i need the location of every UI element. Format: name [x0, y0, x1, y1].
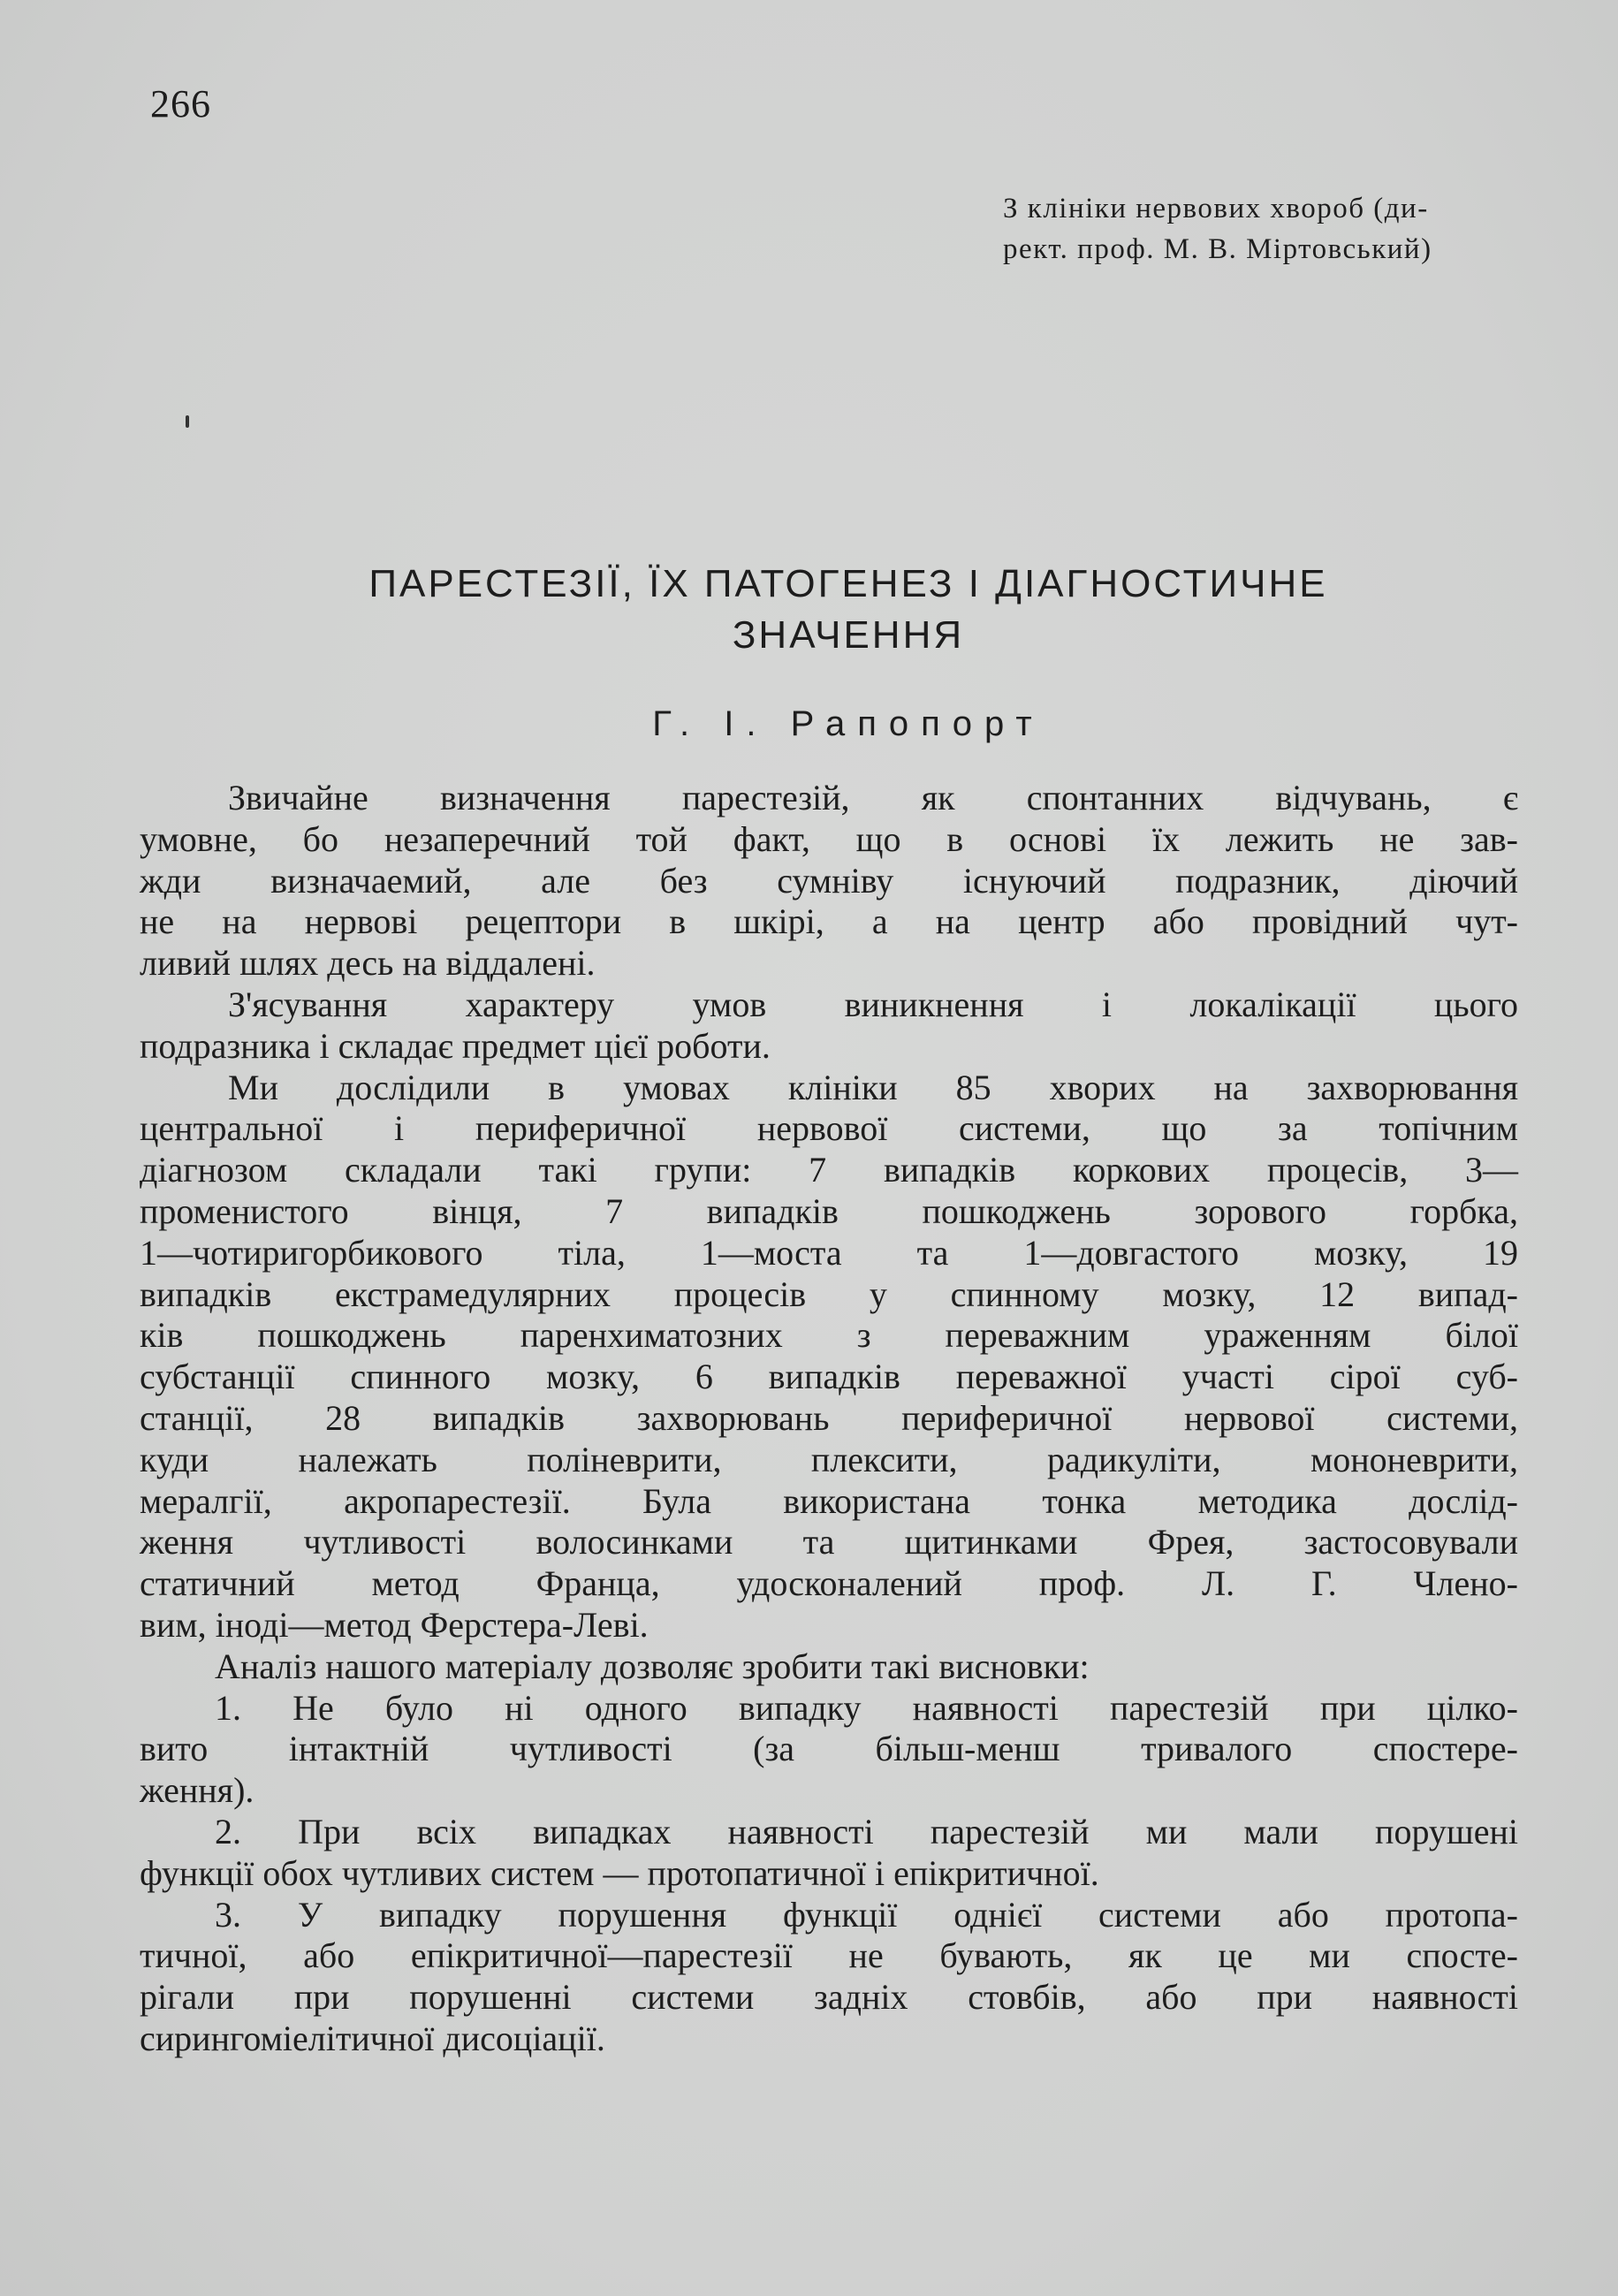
body-line: рігали при порушенні системи задніх стовбів, або при наявності — [140, 1977, 1518, 2018]
body-line: центральної і периферичної нервової системи, що за топічним — [140, 1108, 1518, 1149]
body-line: 1. Не було ні одного випадку наявності парестезій при цілко- — [215, 1687, 1518, 1728]
body-line: 1—чотиригорбикового тіла, 1—моста та 1—довгастого мозку, 19 — [140, 1232, 1518, 1273]
ink-speck — [186, 415, 189, 428]
affiliation-line: рект. проф. М. В. Міртовський) — [1003, 233, 1432, 265]
body-line: 3. У випадку порушення функції однієї системи або протопа- — [215, 1894, 1518, 1935]
body-line: ження). — [140, 1770, 254, 1811]
body-line: жди визначаемий, але без сумніву існуючий подразник, діючий — [140, 860, 1518, 901]
body-line: подразника і складає предмет цієї роботи. — [140, 1025, 771, 1066]
title-line: ЗНАЧЕННЯ — [732, 613, 965, 657]
affiliation-note — [1003, 188, 1515, 270]
body-line: променистого вінця, 7 випадків пошкоджень зорового горбка, — [140, 1190, 1518, 1231]
body-line: субстанції спинного мозку, 6 випадків переважної участі сірої суб- — [140, 1357, 1518, 1397]
page-number: 266 — [150, 82, 211, 125]
body-line: 2. При всіх випадках наявності парестезій ми мали порушені — [215, 1811, 1518, 1851]
body-line: умовне, бо незаперечний той факт, що в основі їх лежить не зав- — [140, 818, 1518, 859]
affiliation-line: З клініки нервових хвороб (ди- — [1003, 193, 1429, 224]
body-line: Аналіз нашого матеріалу дозволяє зробити такі висновки: — [215, 1646, 1090, 1686]
body-line: сирингоміелітичної дисоціації. — [140, 2018, 605, 2058]
article-title — [177, 559, 1520, 661]
body-line: ків пошкоджень паренхиматозних з переважним ураженням білої — [140, 1315, 1518, 1356]
body-line: Звичайне визначення парестезій, як спонтанних відчувань, є — [228, 778, 1518, 817]
body-line: вито інтактній чутливості (за більш-менш тривалого спостере- — [140, 1729, 1518, 1769]
body-line: ливий шлях десь на віддалені. — [140, 943, 596, 984]
body-line: куди належать поліневрити, плексити, радикуліти, мононеврити, — [140, 1439, 1518, 1479]
body-line: діагнозом складали такі групи: 7 випадків коркових процесів, 3— — [140, 1150, 1518, 1190]
body-line: вим, іноді—метод Ферстера-Леві. — [140, 1604, 649, 1645]
title-line: ПАРЕСТЕЗІЇ, ЇХ ПАТОГЕНЕЗ І ДІАГНОСТИЧНЕ — [368, 562, 1328, 605]
body-line: статичний метод Франца, удосконалений проф. Л. Г. Члено- — [140, 1563, 1518, 1604]
body-line: не на нервові рецептори в шкірі, а на центр або провідний чут- — [140, 901, 1518, 942]
body-line: тичної, або епікритичної—парестезії не бувають, як це ми спосте- — [140, 1935, 1518, 1976]
body-line: випадків екстрамедулярних процесів у спинному мозку, 12 випад- — [140, 1273, 1518, 1314]
article-body — [140, 778, 1518, 2060]
body-line: мералгії, акропарестезії. Була використана тонка методика дослід- — [140, 1480, 1518, 1521]
body-line: Ми дослідили в умовах клініки 85 хворих на захворювання — [228, 1067, 1518, 1107]
body-line: З'ясування характеру умов виникнення і локалікації цього — [228, 984, 1518, 1024]
body-line: ження чутливості волосинками та щитинками Фрея, застосовували — [140, 1522, 1518, 1562]
body-line: функції обох чутливих систем — протопатичної і епікритичної. — [140, 1852, 1099, 1893]
article-author: Г. І. Рапопорт — [652, 704, 1044, 743]
body-line: станції, 28 випадків захворювань периферичної нервової системи, — [140, 1397, 1518, 1438]
